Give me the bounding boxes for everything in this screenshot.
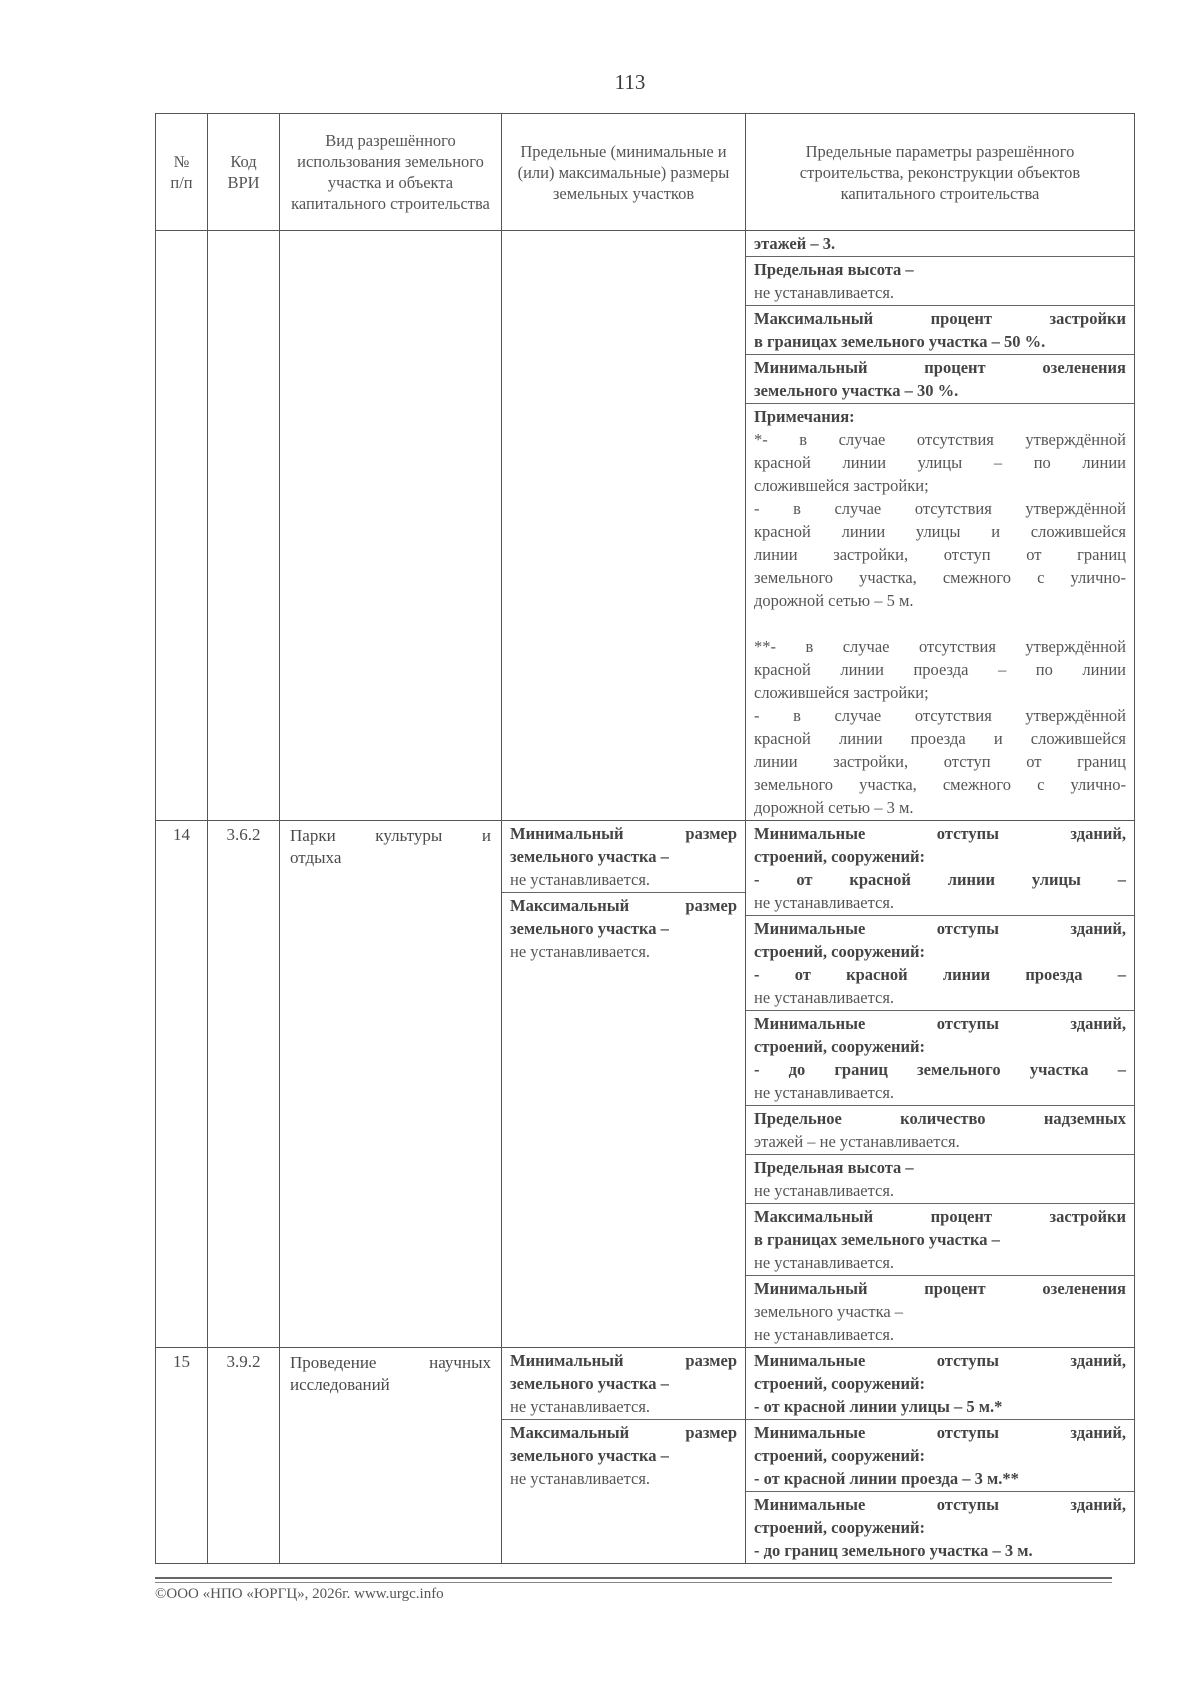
param-text: не устанавливается.	[754, 1083, 895, 1102]
param-text: Предельное количество надземных	[754, 1109, 1126, 1128]
param-text: - от красной линии улицы –	[754, 870, 1126, 889]
table-row-continuation	[156, 231, 1135, 821]
note-line: **- в случае отсутствия утверждённой	[754, 637, 1126, 656]
param-text: - от красной линии проезда – 3 м.**	[754, 1469, 1019, 1488]
table-header-row	[156, 114, 1135, 231]
param-setback-street	[746, 821, 1134, 916]
param-text: Предельная высота –	[754, 1158, 914, 1177]
param-text: Минимальный процент озеленения	[754, 1279, 1126, 1298]
param-text: - от красной линии проезда –	[754, 965, 1126, 984]
size-text: не устанавливается.	[510, 1469, 651, 1488]
note-line: сложившейся застройки;	[754, 683, 929, 702]
size-text: не устанавливается.	[510, 870, 651, 889]
param-text: не устанавливается.	[754, 988, 895, 1007]
header-params	[746, 114, 1135, 231]
row-size-cell	[502, 821, 746, 1348]
param-text: строений, сооружений:	[754, 1446, 926, 1465]
param-text: - от красной линии улицы – 5 м.*	[754, 1397, 1003, 1416]
cont-params-cell	[746, 231, 1135, 821]
size-text: земельного участка –	[510, 847, 669, 866]
param-text: в границах земельного участка – 50 %.	[754, 332, 1046, 351]
note-line: красной линии проезда – по линии	[754, 660, 1126, 679]
row-num: 15	[156, 1348, 208, 1564]
size-text: земельного участка –	[510, 919, 669, 938]
header-num	[156, 114, 208, 231]
param-setback-street	[746, 1348, 1134, 1420]
param-min-green	[746, 355, 1134, 404]
note-line: *- в случае отсутствия утверждённой	[754, 430, 1126, 449]
table-row-14	[156, 821, 1135, 1348]
param-text: Минимальные отступы зданий,	[754, 1495, 1126, 1514]
size-text: не устанавливается.	[510, 942, 651, 961]
max-size	[502, 1420, 745, 1491]
row-size-cell	[502, 1348, 746, 1564]
note-line: земельного участка, смежного с улично-	[754, 568, 1126, 587]
min-size	[502, 1348, 745, 1420]
note-line: дорожной сетью – 5 м.	[754, 591, 914, 610]
notes-block	[746, 404, 1134, 820]
param-floors	[746, 1106, 1134, 1155]
param-text: - до границ земельного участка –	[754, 1060, 1126, 1079]
param-max-build	[746, 306, 1134, 355]
header-size	[502, 114, 746, 231]
param-text: Максимальный процент застройки	[754, 1207, 1126, 1226]
param-text: этажей – 3.	[754, 234, 836, 253]
notes-title: Примечания:	[754, 407, 855, 426]
param-text: строений, сооружений:	[754, 1374, 926, 1393]
param-setback-passage	[746, 916, 1134, 1011]
use-name-line: Парки культуры и	[290, 826, 491, 845]
param-text: земельного участка –	[754, 1302, 904, 1321]
note-line: красной линии проезда и сложившейся	[754, 729, 1126, 748]
row-code: 3.6.2	[208, 821, 280, 1348]
param-text: Максимальный процент застройки	[754, 309, 1126, 328]
max-size	[502, 893, 745, 964]
param-height	[746, 1155, 1134, 1204]
cont-name-cell	[280, 231, 502, 821]
param-text: не устанавливается.	[754, 283, 895, 302]
row-num: 14	[156, 821, 208, 1348]
note-line: красной линии улицы и сложившейся	[754, 522, 1126, 541]
param-text: не устанавливается.	[754, 1325, 895, 1344]
use-name-line: Проведение научных	[290, 1353, 491, 1372]
param-text: Минимальный процент озеленения	[754, 358, 1126, 377]
header-code-text: Код ВРИ	[227, 152, 260, 192]
note-line: - в случае отсутствия утверждённой	[754, 706, 1126, 725]
min-size	[502, 821, 745, 893]
param-text: этажей – не устанавливается.	[754, 1132, 960, 1151]
note-line: линии застройки, отступ от границ	[754, 545, 1126, 564]
row-params-cell	[746, 821, 1135, 1348]
param-text: строений, сооружений:	[754, 942, 926, 961]
use-name-line: отдыха	[290, 848, 342, 867]
use-name-line: исследований	[290, 1375, 390, 1394]
size-text: земельного участка –	[510, 1446, 669, 1465]
param-min-green	[746, 1276, 1134, 1347]
header-size-text: Предельные (минимальные и (или) максимальные) размеры земельных участков	[517, 141, 730, 203]
size-text: Максимальный размер	[510, 1423, 737, 1442]
param-text: - до границ земельного участка – 3 м.	[754, 1541, 1033, 1560]
footer-copyright: ©ООО «НПО «ЮРГЦ», 2026г. www.urgc.info	[155, 1586, 444, 1602]
row-use-name	[280, 821, 502, 1348]
note-line: линии застройки, отступ от границ	[754, 752, 1126, 771]
param-text: в границах земельного участка –	[754, 1230, 1000, 1249]
note-line: земельного участка, смежного с улично-	[754, 775, 1126, 794]
param-max-build	[746, 1204, 1134, 1276]
param-text: строений, сооружений:	[754, 1518, 926, 1537]
header-use-text: Вид разрешённого использования земельного участка и объекта капитального строительства	[291, 131, 490, 213]
param-text: Минимальные отступы зданий,	[754, 919, 1126, 938]
page-number: 113	[614, 70, 646, 94]
param-setback-passage	[746, 1420, 1134, 1492]
size-text: Минимальный размер	[510, 1351, 737, 1370]
param-text: не устанавливается.	[754, 1253, 895, 1272]
size-text: земельного участка –	[510, 1374, 669, 1393]
param-text: Предельная высота –	[754, 260, 914, 279]
param-text: не устанавливается.	[754, 893, 895, 912]
param-text: строений, сооружений:	[754, 847, 926, 866]
param-setback-border	[746, 1492, 1134, 1563]
param-text: Минимальные отступы зданий,	[754, 1351, 1126, 1370]
row-params-cell	[746, 1348, 1135, 1564]
param-text: Минимальные отступы зданий,	[754, 824, 1126, 843]
param-floors-cont	[746, 231, 1134, 257]
param-setback-border	[746, 1011, 1134, 1106]
note-line: сложившейся застройки;	[754, 476, 929, 495]
param-text: Минимальные отступы зданий,	[754, 1014, 1126, 1033]
header-code	[208, 114, 280, 231]
cont-size-cell	[502, 231, 746, 821]
param-text: земельного участка – 30 %.	[754, 381, 959, 400]
note-line: - в случае отсутствия утверждённой	[754, 499, 1126, 518]
cont-num-cell	[156, 231, 208, 821]
cont-code-cell	[208, 231, 280, 821]
note-line: дорожной сетью – 3 м.	[754, 798, 914, 817]
header-use	[280, 114, 502, 231]
header-params-text: Предельные параметры разрешённого строительства, реконструкции объектов капитального строительства	[799, 141, 1081, 203]
note-line: красной линии улицы – по линии	[754, 453, 1126, 472]
size-text: Минимальный размер	[510, 824, 737, 843]
header-num-text: № п/п	[170, 152, 193, 192]
param-text: Минимальные отступы зданий,	[754, 1423, 1126, 1442]
row-code: 3.9.2	[208, 1348, 280, 1564]
param-text: не устанавливается.	[754, 1181, 895, 1200]
size-text: Максимальный размер	[510, 896, 737, 915]
param-text: строений, сооружений:	[754, 1037, 926, 1056]
param-height	[746, 257, 1134, 306]
regulations-table	[155, 113, 1135, 1564]
size-text: не устанавливается.	[510, 1397, 651, 1416]
row-use-name	[280, 1348, 502, 1564]
table-row-15	[156, 1348, 1135, 1564]
footer-divider	[155, 1577, 1112, 1583]
